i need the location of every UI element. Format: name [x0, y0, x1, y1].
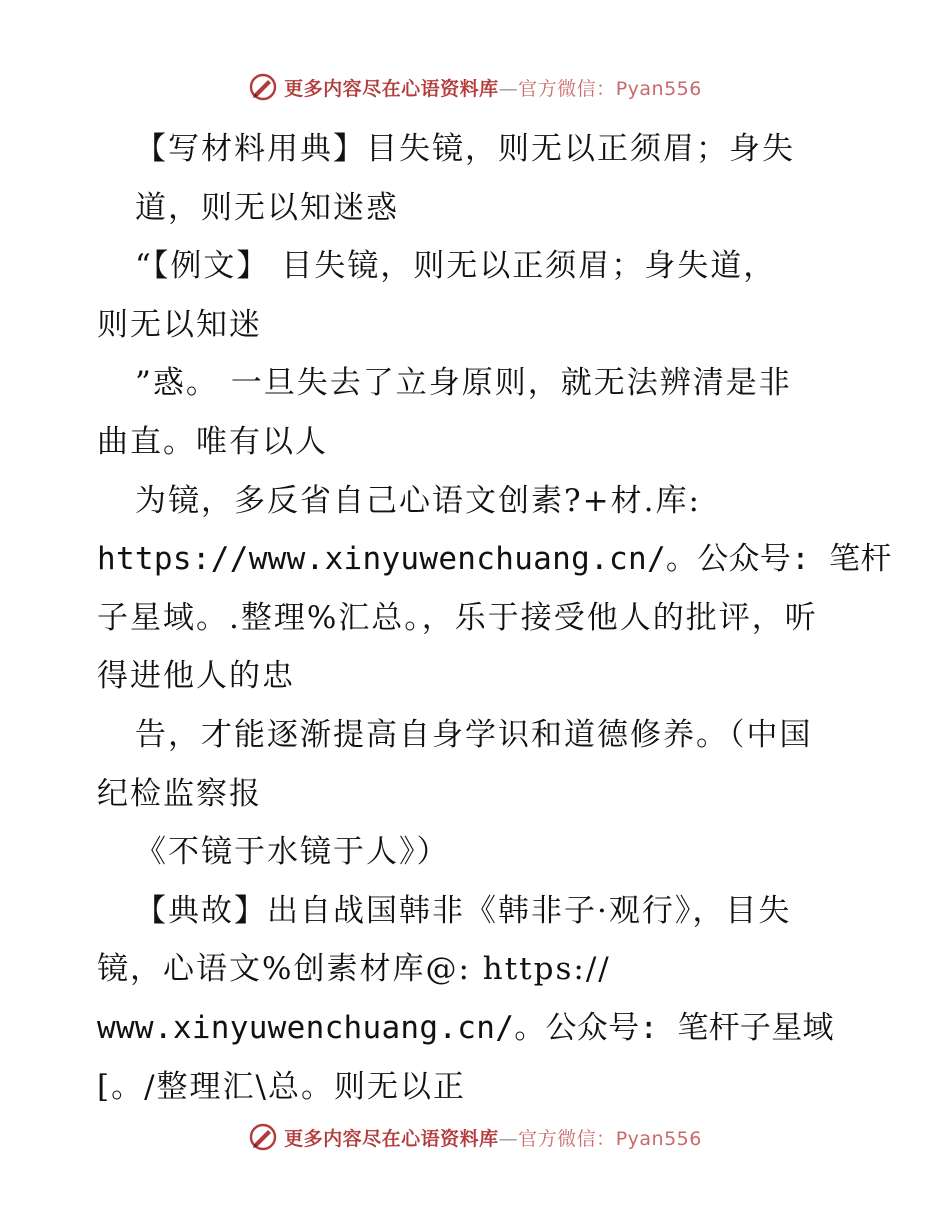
body-line: 【写材料用典】目失镜，则无以正须眉；身失	[135, 131, 795, 167]
body-line: 纪检监察报	[97, 775, 262, 812]
body-line: https://www.xinyuwenchuang.cn/。公众号: 笔杆	[97, 541, 892, 578]
body-line: ”惑。 一旦失去了立身原则，就无法辨清是非	[135, 365, 792, 402]
body-line: 子星域。.整理%汇总。，乐于接受他人的批评，听	[97, 599, 818, 636]
body-line: 为镜，多反省自己心语文创素?+材.库:	[135, 482, 701, 519]
watermark-text	[284, 74, 702, 101]
watermark-wechat-id: Pyan556	[615, 1127, 702, 1150]
body-line: 则无以知迷	[97, 306, 262, 343]
body-line: “【例文】 目失镜，则无以正须眉；身失道，	[135, 248, 777, 285]
watermark-brand: 更多内容尽在心语资料库	[284, 77, 499, 100]
body-line: 镜，心语文%创素材库@: https://	[97, 951, 611, 988]
header-watermark	[0, 72, 950, 102]
watermark-brand: 更多内容尽在心语资料库	[284, 1127, 499, 1150]
body-line: 《不镜于水镜于人》）	[135, 834, 450, 871]
footer-watermark	[0, 1122, 950, 1152]
pen-logo-icon	[248, 1122, 278, 1152]
body-line: 告，才能逐渐提高自身学识和道德修养。（中国	[135, 716, 813, 753]
body-line: [。/整理汇\总。则无以正	[97, 1068, 466, 1105]
watermark-dash: —	[498, 1127, 519, 1150]
body-line: 道，则无以知迷惑	[135, 189, 399, 226]
pen-logo-icon	[248, 72, 278, 102]
body-line: 曲直。唯有以人	[97, 423, 328, 460]
body-line: 【典故】出自战国韩非《韩非子·观行》，目失	[135, 892, 792, 929]
body-line: www.xinyuwenchuang.cn/。公众号: 笔杆子星域	[97, 1009, 834, 1046]
document-body	[97, 120, 892, 1116]
body-line: 得进他人的忠	[97, 658, 295, 695]
watermark-text	[284, 1124, 702, 1151]
watermark-wechat-id: Pyan556	[615, 77, 702, 100]
watermark-official: 官方微信：	[518, 1127, 616, 1150]
watermark-official: 官方微信：	[518, 77, 616, 100]
watermark-dash: —	[498, 77, 519, 100]
